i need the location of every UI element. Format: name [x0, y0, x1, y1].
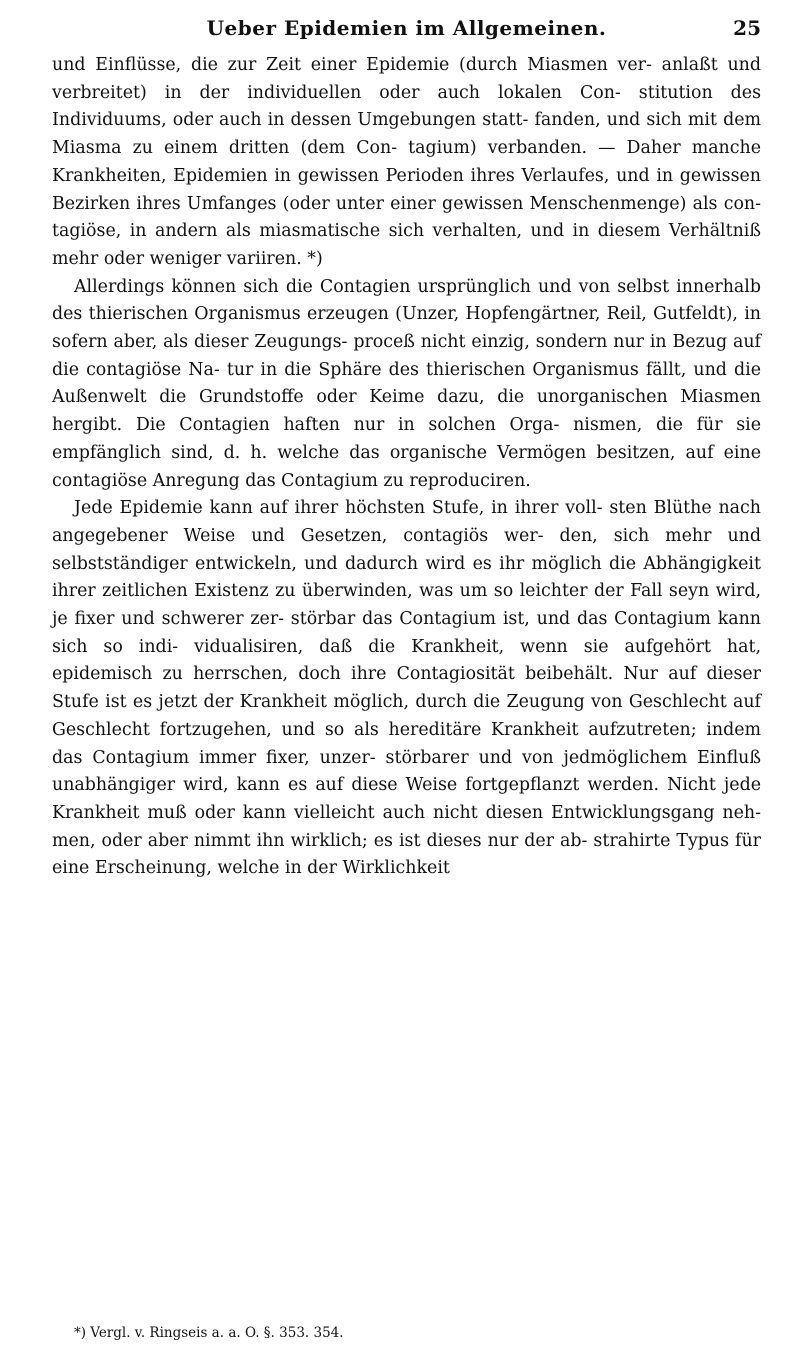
running-title: Ueber Epidemien im Allgemeinen.: [206, 16, 607, 40]
paragraph-3: Jede Epidemie kann auf ihrer höchsten Stufe, in ihrer voll- sten Blüthe nach angegebener Weise und Gesetzen, contagiös wer- den, sich mehr und selbstständiger entwickeln, und dadurch wird es ihr möglich die Abhängigkeit ihrer zeitlichen Existenz zu überwinden, was um so leichter der Fall seyn wird, je fixer und schwerer zer- störbar das Contagium ist, und das Contagium kann sich so indi- vidualisiren, daß die Krankheit, wenn sie aufgehört hat, epidemisch zu herrschen, doch ihre Contagiosität beibehält. Nur auf dieser Stufe ist es jetzt der Krankheit möglich, durch die Zeugung von Geschlecht auf Geschlecht fortzugehen, und so als hereditäre Krankheit aufzutreten; indem das Contagium immer fixer, unzer- störbarer und von jedmöglichem Einfluß unabhängiger wird, kann es auf diese Weise fortgepflanzt werden. Nicht jede Krankheit muß oder kann vielleicht auch nicht diesen Entwicklungsgang neh- men, oder aber nimmt ihn wirklich; es ist dieses nur der ab- strahirte Typus für eine Erscheinung, welche in der Wirklichkeit: [52, 498, 761, 879]
page-number: 25: [733, 16, 761, 40]
paragraph-1: und Einflüsse, die zur Zeit einer Epidemie (durch Miasmen ver- anlaßt und verbreitet) in der individuellen oder auch lokalen Con- stitution des Individuums, oder auch in dessen Umgebungen statt- fanden, und sich mit dem Miasma zu einem dritten (dem Con- tagium) verbanden. — Daher manche Krankheiten, Epidemien in gewissen Perioden ihres Verlaufes, und in gewissen Bezirken ihres Umfanges (oder unter einer gewissen Menschenmenge) als con- tagiöse, in andern als miasmatische sich verhalten, und in diesem Verhältniß mehr oder weniger variiren. *): [52, 55, 761, 269]
footnote: *) Vergl. v. Ringseis a. a. O. §. 353. 354.: [74, 1325, 344, 1341]
page-header: [52, 16, 761, 50]
paragraph-2: Allerdings können sich die Contagien ursprünglich und von selbst innerhalb des thierischen Organismus erzeugen (Unzer, Hopfengärtner, Reil, Gutfeldt), in sofern aber, als dieser Zeugungs- proceß nicht einzig, sondern nur in Bezug auf die contagiöse Na- tur in die Sphäre des thierischen Organismus fällt, und die Außenwelt die Grundstoffe oder Keime dazu, die unorganischen Miasmen hergibt. Die Contagien haften nur in solchen Orga- nismen, die für sie empfänglich sind, d. h. welche das organische Vermögen besitzen, auf eine contagiöse Anregung das Contagium zu reproduciren.: [52, 276, 761, 491]
body-text: [52, 52, 761, 883]
